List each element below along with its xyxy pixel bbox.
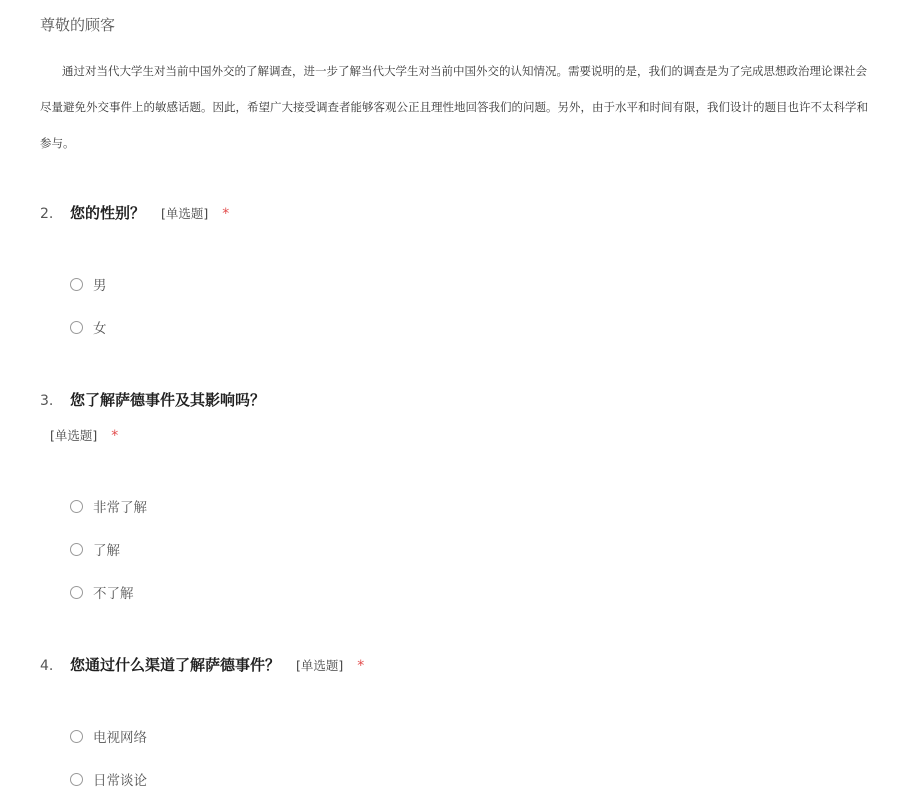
option-daily-talk[interactable] xyxy=(70,769,147,789)
radio-circle-icon[interactable] xyxy=(70,586,83,599)
intro-paragraph xyxy=(40,53,900,161)
required-mark: * xyxy=(111,428,119,444)
option-label: 女 xyxy=(93,321,107,337)
option-label: 非常了解 xyxy=(93,500,147,516)
question-3-header xyxy=(40,389,265,410)
question-number: 2. xyxy=(40,206,54,222)
intro-line: 通过对当代大学生对当前中国外交的了解调查，进一步了解当代大学生对当前中国外交的认知情况。需要说明的是，我们的调查是为了完成思想政治理论课社会 xyxy=(62,64,867,78)
radio-circle-icon[interactable] xyxy=(70,278,83,291)
question-title: 您了解萨德事件及其影响吗？ xyxy=(70,391,266,409)
radio-circle-icon[interactable] xyxy=(70,500,83,513)
question-title: 您的性别？ xyxy=(70,204,146,222)
option-male[interactable] xyxy=(70,274,107,294)
option-label: 日常谈论 xyxy=(93,773,147,789)
option-tv-internet[interactable] xyxy=(70,726,147,746)
intro-line: 参与。 xyxy=(40,136,75,150)
question-number: 4. xyxy=(40,658,54,674)
radio-circle-icon[interactable] xyxy=(70,321,83,334)
option-know[interactable] xyxy=(70,539,120,559)
option-label: 电视网络 xyxy=(93,730,147,746)
option-know-well[interactable] xyxy=(70,496,147,516)
required-mark: * xyxy=(357,658,365,674)
radio-circle-icon[interactable] xyxy=(70,543,83,556)
question-title: 您通过什么渠道了解萨德事件？ xyxy=(70,656,281,674)
question-type-label: [单选题] xyxy=(50,428,98,443)
question-type-label: [单选题] xyxy=(161,206,209,221)
radio-circle-icon[interactable] xyxy=(70,773,83,786)
option-dont-know[interactable] xyxy=(70,582,134,602)
radio-circle-icon[interactable] xyxy=(70,730,83,743)
option-label: 男 xyxy=(93,278,107,294)
question-3-type-row xyxy=(50,426,118,444)
question-number: 3. xyxy=(40,393,54,409)
question-4-header xyxy=(40,654,364,675)
option-female[interactable] xyxy=(70,317,107,337)
option-label: 不了解 xyxy=(93,586,134,602)
option-label: 了解 xyxy=(93,543,120,559)
question-type-label: [单选题] xyxy=(296,658,344,673)
intro-line: 尽量避免外交事件上的敏感话题。因此，希望广大接受调查者能够客观公正且理性地回答我们的问题。另外，由于水平和时间有限，我们设计的题目也许不太科学和 xyxy=(40,100,868,114)
greeting-heading: 尊敬的顾客 xyxy=(40,16,116,34)
question-2-header xyxy=(40,202,229,223)
required-mark: * xyxy=(222,206,230,222)
